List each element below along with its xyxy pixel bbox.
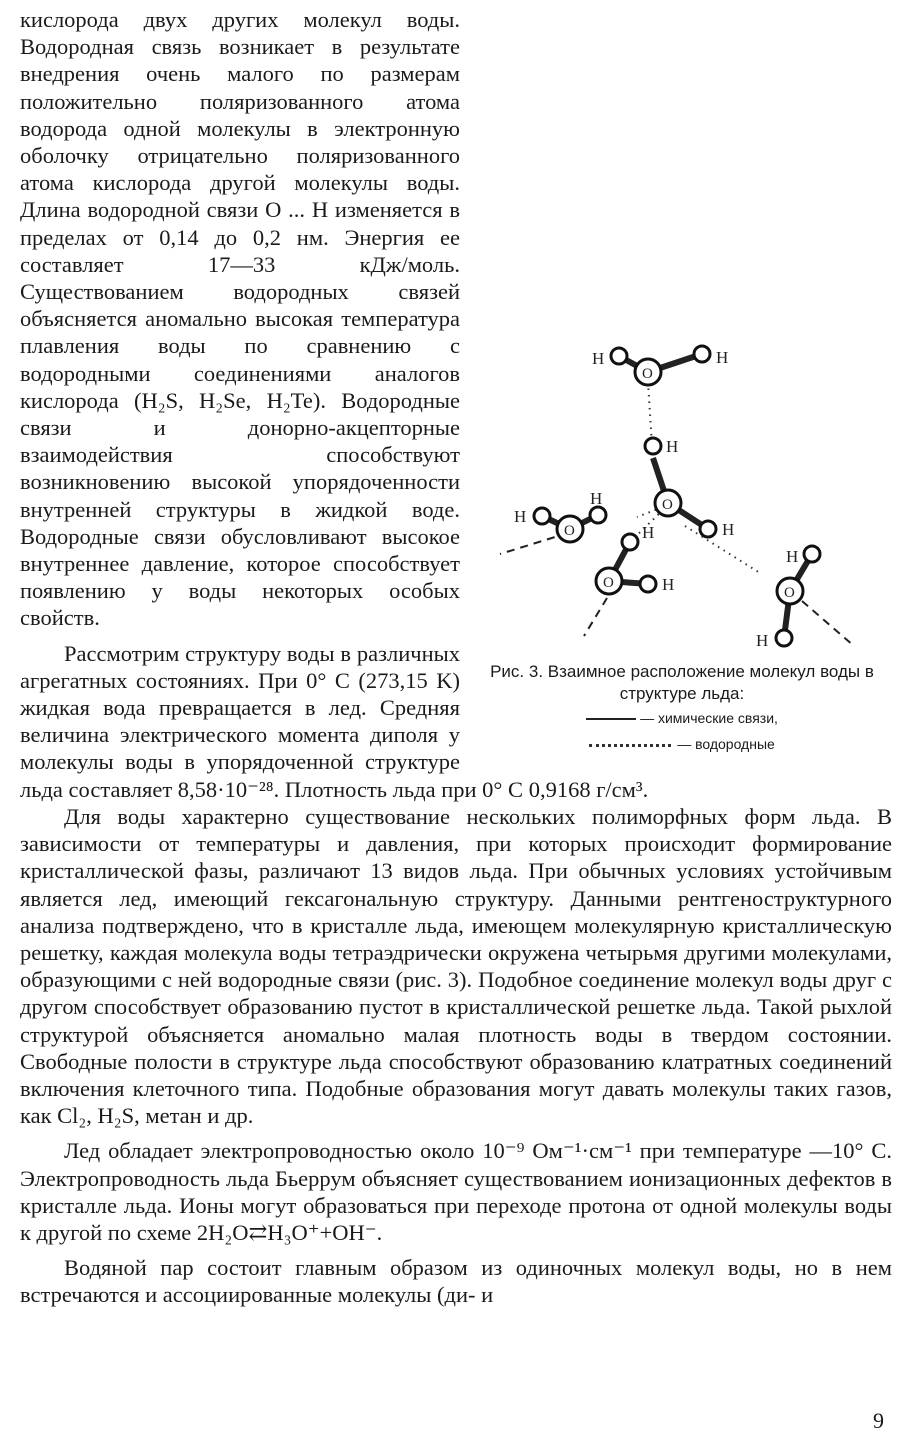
- atom-label: H: [722, 520, 735, 539]
- atom-label: O: [564, 523, 575, 539]
- paragraph: Для воды характерно существование нескольких полиморфных форм льда. В зависимости от температуры и давления, при которых происходит формирование кристаллической фазы, различают 13 видов льда. При обычных условиях устойчивым является лед, имеющий гексагональную структуру. Данными рентгеноструктурного анализа подтверждено, что в кристалле льда, имеющем молекулярную кристаллическую решетку, каждая молекула воды тетраэдрически окружена четырьмя другими молекулами, образующими с ней водородные связи (рис. 3). Подобное соединение молекул воды друг с другом способствует образованию пустот в кристаллической решетке льда. Такой рыхлой структурой объясняется аномально малая плотность воды в твердом состоянии. Свободные полости в структуре льда способствуют образованию клатратных соединений включения клеточного типа. Подобные образования могут давать молекулы таких газов, как Cl₂, H₂S, метан и др.: [20, 803, 892, 1129]
- page-number: 9: [873, 1408, 884, 1433]
- oxygen-atoms: [557, 359, 803, 604]
- atom-label: H: [716, 348, 729, 367]
- figure-caption: [476, 661, 888, 757]
- text-with-figure: [20, 6, 892, 1129]
- paragraph: Лед обладает электропроводностью около 10⁻⁹ Ом⁻¹·см⁻¹ при температуре —10° C. Электропроводность льда Бьеррум объясняет существованием ионизационных дефектов в кристалле льда. Ионы могут образоваться при переходе протона от одной молекулы воды к другой по схеме 2H₂O⇄H₃O⁺+OH⁻.: [20, 1138, 892, 1245]
- figure-legend: [476, 705, 888, 757]
- atom-label: O: [662, 497, 673, 513]
- page: [20, 6, 892, 1309]
- atom-label: H: [662, 575, 675, 594]
- paragraph: Рассмотрим структуру воды в различных агрегатных состояниях. При 0° C (273,15 K) жидкая вода превращается в лед. Средняя величина электрического момента диполя у молекулы воды в упорядоченной структуре льда составляет 8,58·10⁻²⁸. Плотность льда при 0° C 0,9168 г/см³.: [20, 640, 649, 802]
- legend-hydrogen: [476, 731, 888, 757]
- legend-chemical: [476, 705, 888, 731]
- atom-label: H: [642, 523, 655, 542]
- atom-label: H: [756, 631, 769, 650]
- dotted-line-icon: [589, 744, 671, 747]
- legend-hydrogen-label: — водородные: [677, 736, 775, 752]
- atom-label: H: [786, 547, 799, 566]
- legend-chemical-label: — химические связи,: [640, 710, 778, 726]
- paragraph: кислорода двух других молекул воды. Водородная связь возникает в результате внедрения очень малого по размерам положительно поляризованного атома водорода одной молекулы в электронную оболочку отрицательно поляризованного атома кислорода другой молекулы воды. Длина водородной связи O ... H изменяется в пределах от 0,14 до 0,2 нм. Энергия ее составляет 17—33 кДж/моль. Существованием водородных связей объясняется аномально высокая температура плавления воды по сравнению с водородными соединениями аналогов кислорода (H₂S, H₂Se, H₂Te). Водородные связи и донорно-акцепторные взаимодействия способствуют возникновению высокой упорядоченности внутренней структуры в жидкой воде. Водородные связи обусловливают высокое внутреннее давление, которое способствует появлению у воды некоторых особых свойств.: [20, 7, 460, 631]
- atom-label: O: [603, 575, 614, 591]
- hydrogen-bonds: [628, 382, 760, 573]
- atom-label: H: [514, 507, 527, 526]
- paragraph: Водяной пар состоит главным образом из одиночных молекул воды, но в нем встречаются и ассоциированные молекулы (ди- и: [20, 1255, 892, 1308]
- atom-label: H: [592, 349, 605, 368]
- solid-line-icon: [586, 718, 636, 720]
- atom-label: O: [642, 366, 653, 382]
- atom-label: O: [784, 585, 795, 601]
- caption-text: Рис. 3. Взаимное расположение молекул воды в структуре льда:: [490, 662, 874, 703]
- atom-label: H: [590, 489, 603, 508]
- figure-3: [472, 306, 892, 764]
- ice-structure-diagram: [472, 306, 892, 656]
- atom-label: H: [666, 437, 679, 456]
